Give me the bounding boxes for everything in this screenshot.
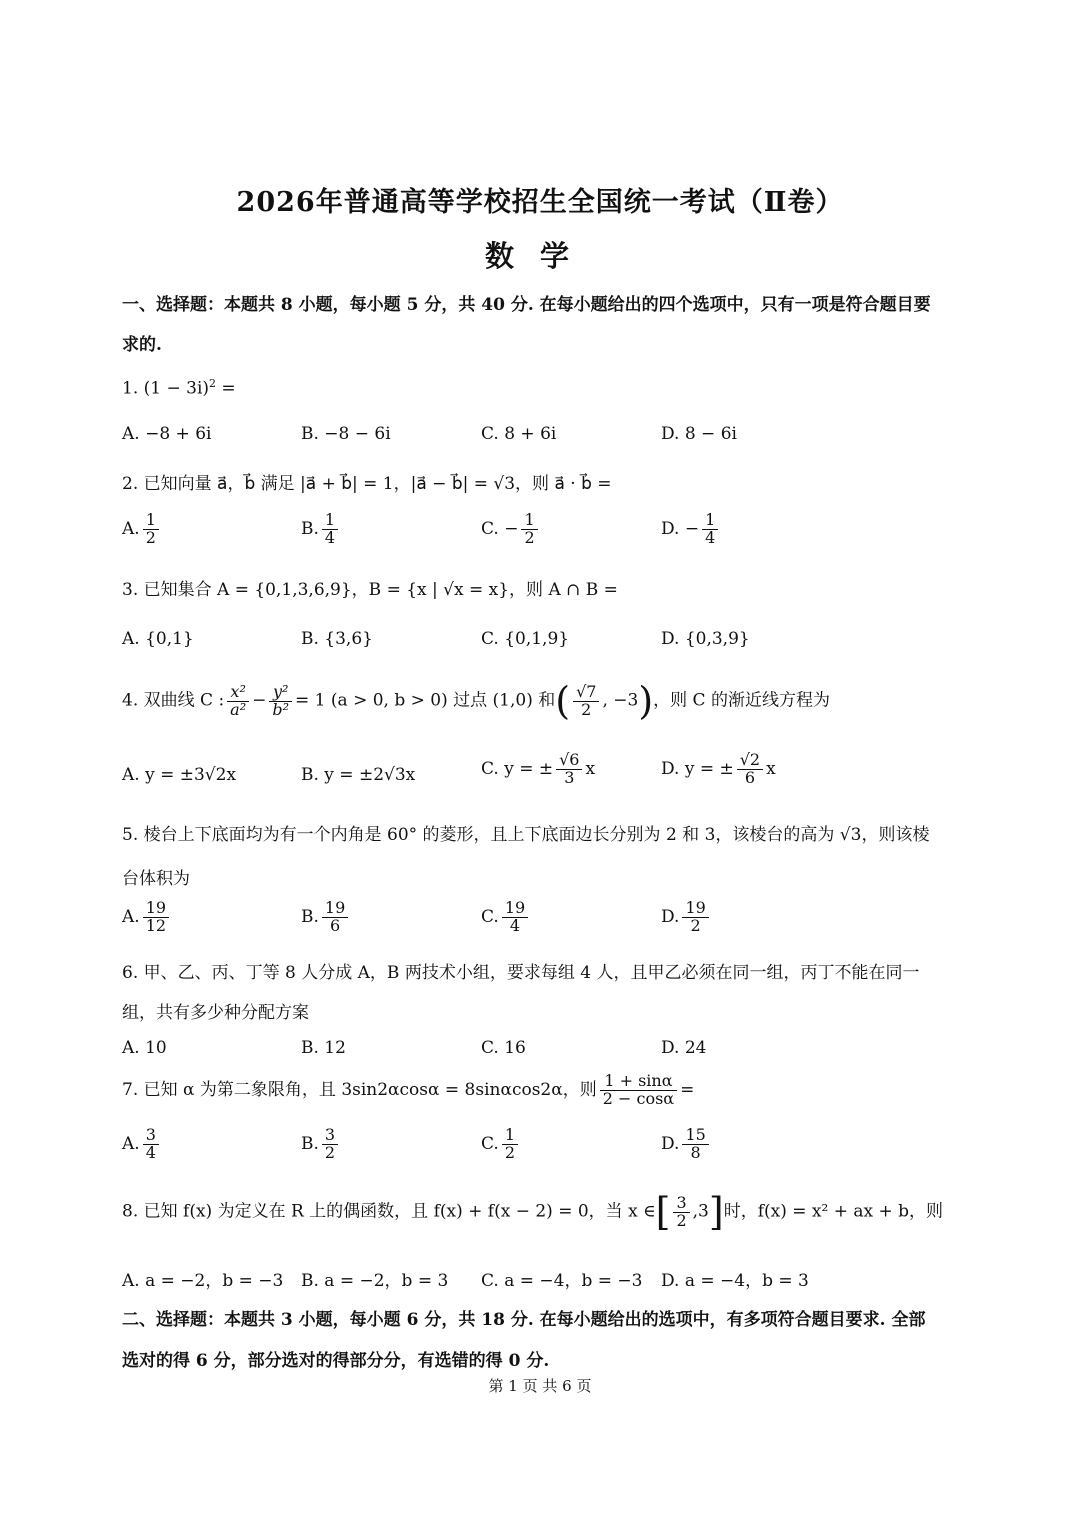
q7-option-a: A. $\frac{3}{4}$ [122, 1127, 162, 1162]
q1-option-d: D. 8 − 6i [661, 424, 737, 444]
q7-option-b: B. $\frac{3}{2}$ [301, 1127, 341, 1162]
q8-option-d: D. a = −4，b = 3 [661, 1271, 809, 1291]
q8-stem: 8. 已知 f(x) 为定义在 R 上的偶函数，且 f(x) + f(x − 2) = 0，当 x ∈[ $\frac{3}{2}$ ,3]时，f(x) = x² + ax + b，则 [122, 1190, 944, 1234]
q6-stem-line2: 组，共有多少种分配方案 [122, 1003, 309, 1023]
q6-stem-line1: 6. 甲、乙、丙、丁等 8 人分成 A，B 两技术小组，要求每组 4 人，且甲乙必须在同一组，丙丁不能在同一 [122, 963, 920, 983]
q3-option-a: A. {0,1} [122, 629, 194, 649]
q7-option-d: D. $\frac{15}{8}$ [661, 1127, 712, 1162]
q8-option-c: C. a = −4，b = −3 [481, 1271, 643, 1291]
q2-stem: 2. 已知向量 a⃗，b⃗ 满足 |a⃗ + b⃗| = 1，|a⃗ − b⃗| = √3，则 a⃗ · b⃗ = [122, 474, 612, 494]
q5-option-d: D. $\frac{19}{2}$ [661, 900, 712, 935]
q5-stem-line2: 台体积为 [122, 869, 190, 889]
q5-option-a: A. $\frac{19}{12}$ [122, 900, 172, 935]
q4-option-d: D. y = ± $\frac{√2}{6}$ x [661, 750, 776, 787]
page-footer: 第 1 页 共 6 页 [488, 1377, 592, 1395]
section2-instructions-line2: 选对的得 6 分，部分选对的得部分分，有选错的得 0 分. [122, 1351, 550, 1371]
q6-option-b: B. 12 [301, 1038, 346, 1058]
q1-option-b: B. −8 − 6i [301, 424, 391, 444]
q2-option-a: A. $\frac{1}{2}$ [122, 512, 162, 547]
q7-stem: 7. 已知 α 为第二象限角，且 3sin2αcosα = 8sinαcos2α，则 $\frac{1 + \sin\alpha}{2 - \cos\alpha}$ = [122, 1071, 695, 1108]
section1-instructions-line2: 求的. [122, 335, 162, 355]
q8-option-b: B. a = −2，b = 3 [301, 1271, 449, 1291]
q3-option-d: D. {0,3,9} [661, 629, 750, 649]
exam-title: 2026年普通高等学校招生全国统一考试（Ⅱ卷） [236, 187, 844, 218]
section2-instructions-line1: 二、选择题：本题共 3 小题，每小题 6 分，共 18 分. 在每小题给出的选项中，有多项符合题目要求. 全部 [122, 1310, 926, 1330]
q5-option-c: C. $\frac{19}{4}$ [481, 900, 531, 935]
q6-option-a: A. 10 [122, 1038, 167, 1058]
q3-stem: 3. 已知集合 A = {0,1,3,6,9}，B = {x | √x = x}，则 A ∩ B = [122, 580, 618, 600]
q5-option-b: B. $\frac{19}{6}$ [301, 900, 351, 935]
q3-option-b: B. {3,6} [301, 629, 373, 649]
q6-option-d: D. 24 [661, 1038, 707, 1058]
q4-option-b: B. y = ±2√3x [301, 765, 416, 785]
q1-stem: 1. $(1 - 3i)^2$ = [122, 377, 236, 399]
q1-option-c: C. 8 + 6i [481, 424, 557, 444]
q4-option-a: A. y = ±3√2x [122, 765, 237, 785]
q2-option-b: B. $\frac{1}{4}$ [301, 512, 341, 547]
q4-stem: 4. 双曲线 C : $\frac{\text{x²}}{\text{a²}}$ − $\frac{\text{y²}}{\text{b²}}$ = 1 (a > 0, b > 0) 过点 (1,0) 和( $\frac{√7}{2}$ , −3)，则 C 的渐近线方程为 [122, 679, 830, 723]
q5-stem-line1: 5. 棱台上下底面均为有一个内角是 60° 的菱形，且上下底面边长分别为 2 和 3，该棱台的高为 √3，则该棱 [122, 825, 930, 845]
q2-option-d: D. − $\frac{1}{4}$ [661, 512, 721, 547]
q2-option-c: C. − $\frac{1}{2}$ [481, 512, 541, 547]
q3-option-c: C. {0,1,9} [481, 629, 570, 649]
subject-title: 数学 [484, 239, 595, 273]
q6-option-c: C. 16 [481, 1038, 526, 1058]
q8-option-a: A. a = −2，b = −3 [122, 1271, 284, 1291]
section1-instructions-line1: 一、选择题：本题共 8 小题，每小题 5 分，共 40 分. 在每小题给出的四个选项中，只有一项是符合题目要 [122, 295, 931, 315]
q4-option-c: C. y = ± $\frac{√6}{3}$ x [481, 750, 596, 787]
q1-option-a: A. −8 + 6i [122, 424, 212, 444]
q7-option-c: C. $\frac{1}{2}$ [481, 1127, 521, 1162]
